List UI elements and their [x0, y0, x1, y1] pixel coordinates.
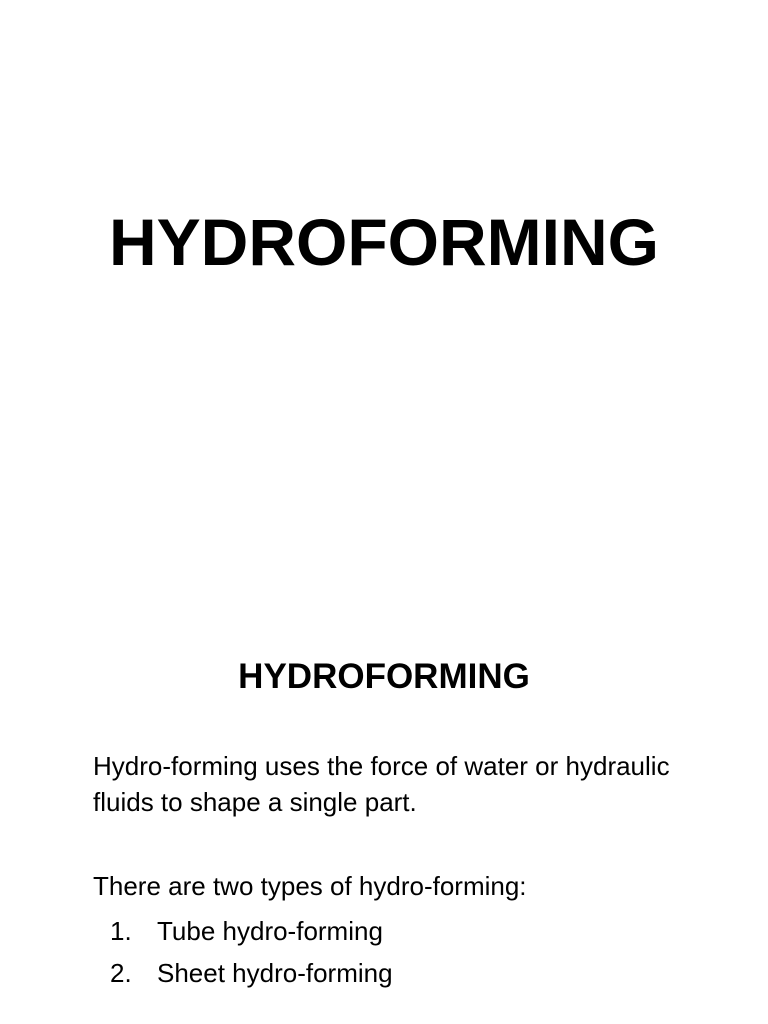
- list-item-number: 2.: [110, 958, 132, 988]
- list-item: [110, 952, 710, 994]
- content-slide: [0, 576, 768, 1024]
- types-paragraph: There are two types of hydro-forming:: [93, 871, 527, 901]
- slide-title: HYDROFORMING: [109, 205, 659, 279]
- list-item-text: Sheet hydro-forming: [157, 958, 393, 988]
- intro-paragraph: Hydro-forming uses the force of water or hydraulic fluids to shape a single part.: [93, 751, 670, 817]
- list-item-number: 1.: [110, 916, 132, 946]
- list-item: [110, 910, 710, 952]
- list-item-text: Tube hydro-forming: [157, 916, 383, 946]
- types-list: [110, 910, 710, 994]
- slide-heading: HYDROFORMING: [238, 657, 530, 696]
